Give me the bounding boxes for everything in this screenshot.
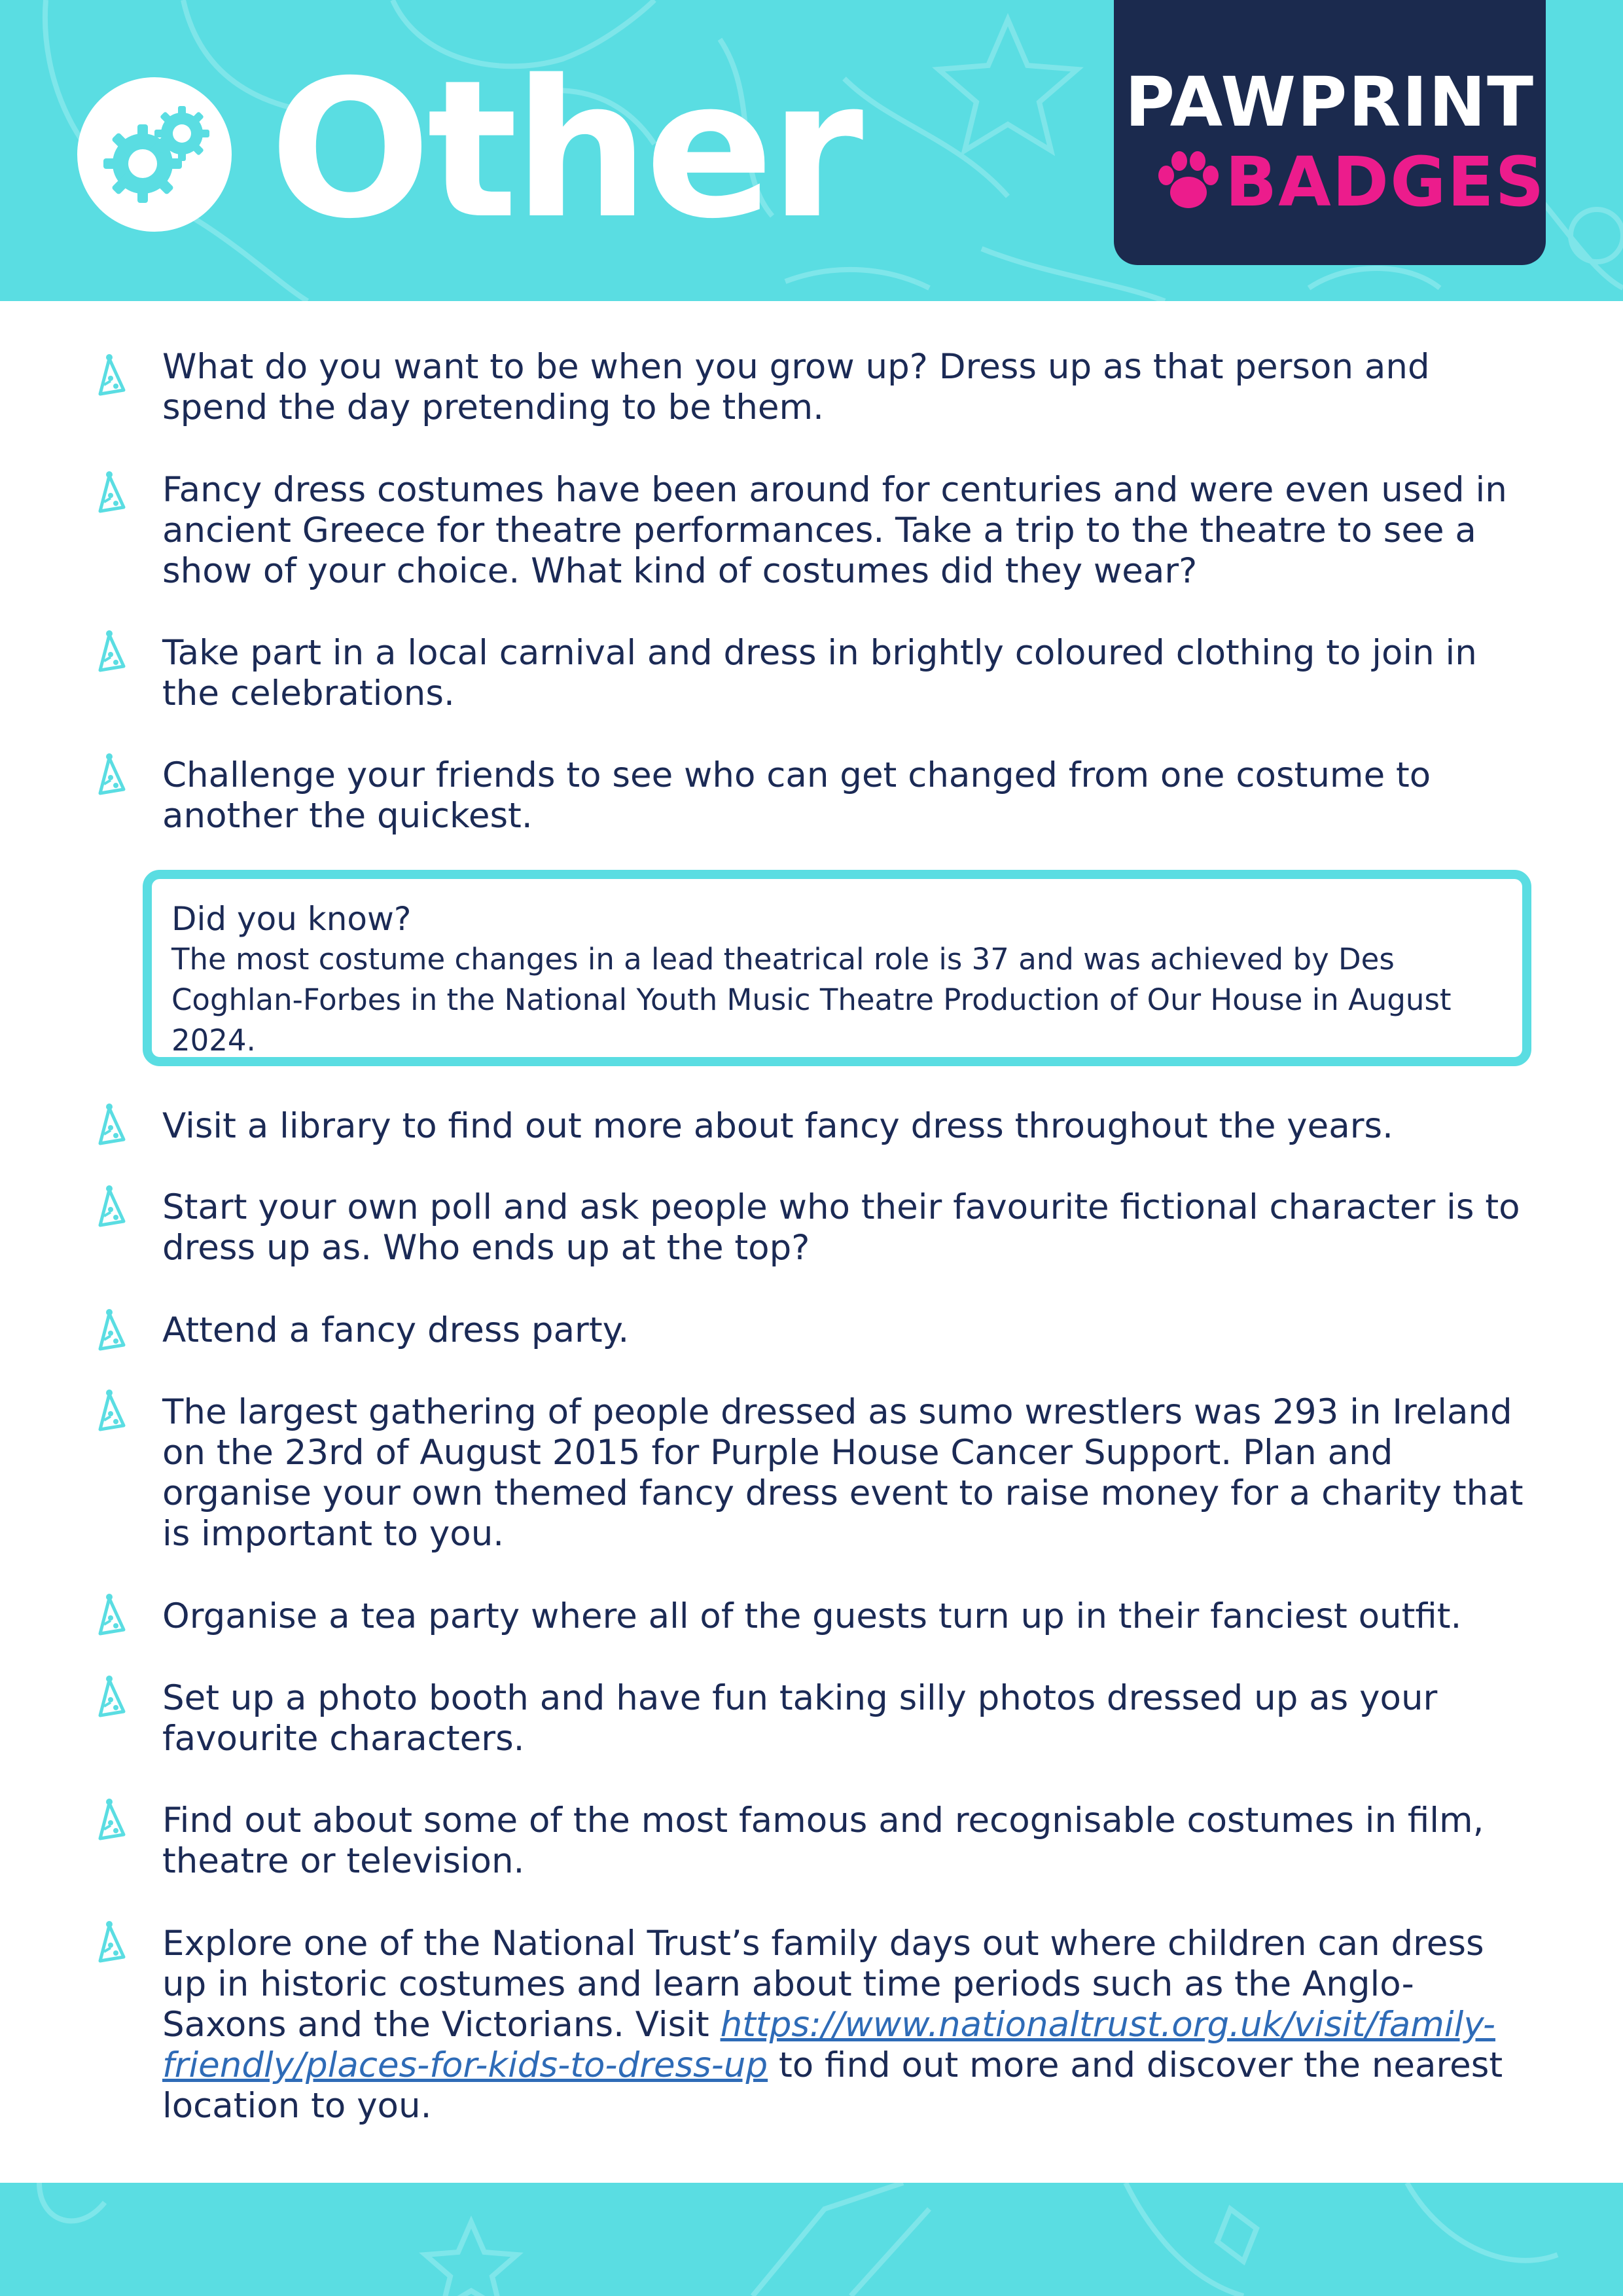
activity-item: Challenge your friends to see who can get changed from one costume to another the quickest.: [162, 755, 1431, 836]
pawprint-badges-logo: [1114, 0, 1546, 265]
activity-item: Find out about some of the most famous and recognisable costumes in film, theatre or television.: [162, 1801, 1484, 1881]
did-you-know-title: Did you know?: [171, 900, 412, 938]
party-hat-icon: [95, 628, 129, 675]
did-you-know-text: The most costume changes in a lead theatrical role is 37 and was achieved by Des Coghlan-Forbes in the National Youth Music Theatre Production of Our House in August 2024.: [171, 942, 1452, 1058]
party-hat-icon: [95, 1307, 129, 1354]
title-icon-badge: [77, 77, 232, 232]
paw-icon: [1154, 149, 1220, 215]
did-you-know-box: [143, 870, 1531, 1066]
activity-text: Explore one of the National Trust’s family days out where children can dress up in historic costumes and learn about time periods such as the Anglo-Saxons and the Victorians. Visit: [162, 1924, 1484, 2045]
activity-item: Set up a photo booth and have fun taking silly photos dressed up as your favourite characters.: [162, 1678, 1438, 1759]
activity-item: Fancy dress costumes have been around for centuries and were even used in ancient Greece for theatre performances. Take a trip to the theatre to see a show of your choice. What kind of costumes did they wear?: [162, 470, 1507, 591]
activity-item: Attend a fancy dress party.: [162, 1310, 630, 1350]
activity-item: Visit a library to find out more about fancy dress throughout the years.: [162, 1106, 1393, 1146]
party-hat-icon: [95, 1919, 129, 1966]
gears-icon: [77, 77, 232, 232]
party-hat-icon: [95, 751, 129, 798]
activity-item: Take part in a local carnival and dress in brightly coloured clothing to join in the celebrations.: [162, 633, 1477, 713]
activity-item: Start your own poll and ask people who their favourite fictional character is to dress up as. Who ends up at the top?: [162, 1187, 1520, 1268]
party-hat-icon: [95, 1797, 129, 1844]
party-hat-icon: [95, 352, 129, 399]
party-hat-icon: [95, 469, 129, 516]
activity-item: The largest gathering of people dressed as sumo wrestlers was 293 in Ireland on the 23rd of August 2015 for Purple House Cancer Support. Plan and organise your own themed fancy dress event to raise money for a charity that is important to you.: [162, 1392, 1524, 1554]
party-hat-icon: [95, 1674, 129, 1721]
activity-item: Organise a tea party where all of the guests turn up in their fanciest outfit.: [162, 1596, 1462, 1636]
page-title: Other: [270, 40, 860, 260]
activity-item: What do you want to be when you grow up? Dress up as that person and spend the day pretending to be them.: [162, 347, 1430, 427]
activity-text: to find out more and discover the nearest location to you.: [162, 2045, 1503, 2126]
party-hat-icon: [95, 1592, 129, 1639]
background-doodles: [0, 2183, 1623, 2296]
logo-text-pawprint: PAWPRINT: [1124, 62, 1535, 142]
activity-item-national-trust: [162, 1924, 1524, 2126]
party-hat-icon: [95, 1102, 129, 1149]
party-hat-icon: [95, 1388, 129, 1435]
logo-text-badges: BADGES: [1225, 142, 1546, 222]
party-hat-icon: [95, 1183, 129, 1230]
header-banner: [0, 0, 1623, 301]
national-trust-link[interactable]: https://www.nationaltrust.org.uk/visit/family-friendly/places-for-kids-to-dress-up: [162, 2005, 1495, 2085]
footer-banner: [0, 2183, 1623, 2296]
